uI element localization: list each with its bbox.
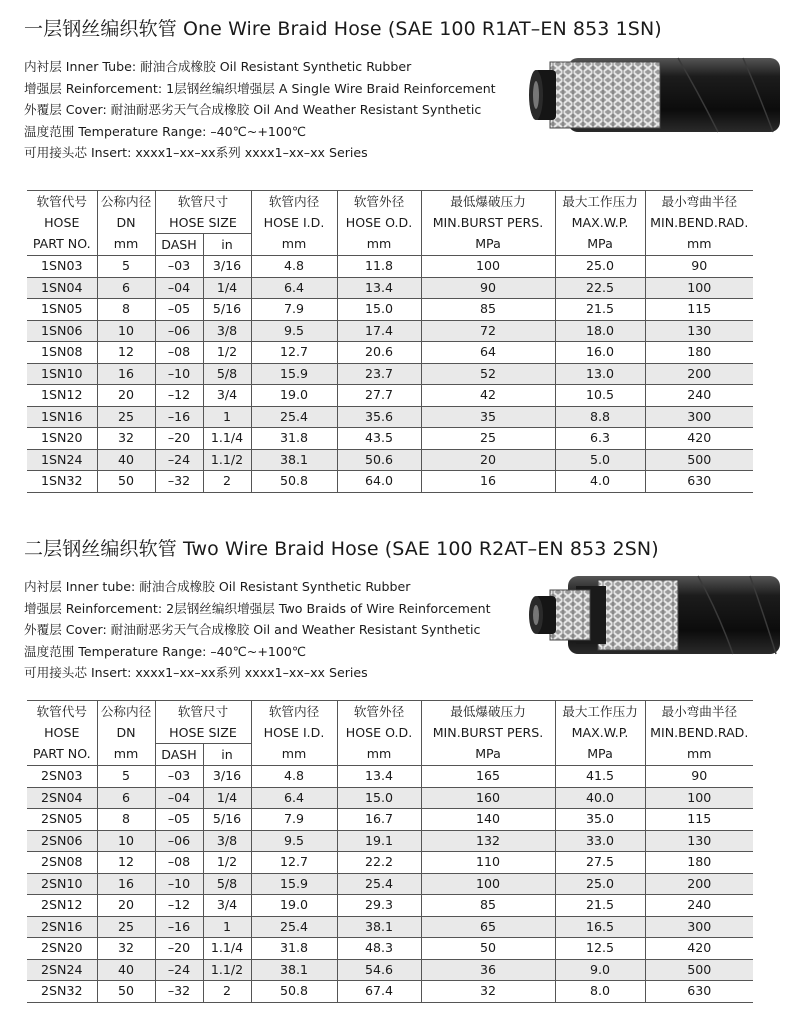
spec-list [24, 56, 496, 164]
table-cell: 240 [645, 385, 753, 407]
table-cell: 2 [203, 471, 251, 493]
spec-inner-tube: 内衬层 Inner tube: 耐油合成橡胶 Oil Resistant Synthetic Rubber [24, 579, 411, 594]
table-cell: 6.3 [555, 428, 645, 450]
table-cell: 2SN10 [27, 873, 97, 895]
header-cell: MIN.BEND.RAD. [645, 722, 753, 744]
table-cell: 420 [645, 938, 753, 960]
table-cell: 1.1/2 [203, 449, 251, 471]
table-cell: 130 [645, 830, 753, 852]
table-cell: 300 [645, 916, 753, 938]
table-cell: 2 [203, 981, 251, 1003]
header-cell: mm [337, 234, 421, 256]
table-cell: 420 [645, 428, 753, 450]
table-row [27, 809, 753, 831]
header-cell: MIN.BEND.RAD. [645, 212, 753, 234]
table-row [27, 981, 753, 1003]
table-cell: 1SN08 [27, 342, 97, 364]
table-cell: 8 [97, 299, 155, 321]
table-cell: 4.8 [251, 766, 337, 788]
table-cell: 41.5 [555, 766, 645, 788]
table-cell: 16 [97, 873, 155, 895]
table-row [27, 256, 753, 278]
header-cell: 最小弯曲半径 [645, 191, 753, 213]
table-cell: 1.1/4 [203, 428, 251, 450]
table-cell: 33.0 [555, 830, 645, 852]
spec-temperature: 温度范围 Temperature Range: –40℃~+100℃ [24, 123, 307, 139]
table-cell: –24 [155, 959, 203, 981]
table-cell: 50 [97, 471, 155, 493]
header-cell: HOSE O.D. [337, 212, 421, 234]
table-cell: 32 [97, 938, 155, 960]
header-cell: 软管尺寸 [155, 701, 251, 723]
header-cell: MAX.W.P. [555, 722, 645, 744]
table-cell: 50.8 [251, 981, 337, 1003]
table-cell: 10 [97, 320, 155, 342]
table-cell: 21.5 [555, 895, 645, 917]
table-cell: 50.6 [337, 449, 421, 471]
table-cell: 1.1/2 [203, 959, 251, 981]
table-cell: 25.4 [337, 873, 421, 895]
table-cell: –20 [155, 428, 203, 450]
table-cell: 32 [97, 428, 155, 450]
table-cell: 2SN05 [27, 809, 97, 831]
table-cell: 13.4 [337, 766, 421, 788]
table-cell: 6.4 [251, 787, 337, 809]
spec-temperature: 温度范围 Temperature Range: –40℃~+100℃ [24, 643, 307, 659]
table-cell: 115 [645, 809, 753, 831]
table-cell: 5/16 [203, 299, 251, 321]
table-header [27, 701, 753, 766]
table-cell: –12 [155, 895, 203, 917]
header-cell: DN [97, 722, 155, 744]
table-cell: 64 [421, 342, 555, 364]
table-cell: 2SN06 [27, 830, 97, 852]
hose-one-wire-image [528, 52, 780, 138]
table-cell: –03 [155, 256, 203, 278]
table-cell: 115 [645, 299, 753, 321]
table-cell: 3/8 [203, 320, 251, 342]
hose-two-wire-image [528, 572, 780, 658]
table-cell: –10 [155, 873, 203, 895]
table-cell: –12 [155, 385, 203, 407]
header-cell: MPa [555, 744, 645, 766]
table-row [27, 320, 753, 342]
table-cell: 12.7 [251, 852, 337, 874]
table-cell: 85 [421, 299, 555, 321]
table-cell: 132 [421, 830, 555, 852]
section-title: 一层钢丝编织软管 One Wire Braid Hose (SAE 100 R1AT–EN 853 1SN) [24, 18, 662, 40]
table-cell: 2SN20 [27, 938, 97, 960]
table-cell: 5.0 [555, 449, 645, 471]
header-cell: 软管尺寸 [155, 191, 251, 213]
table-cell: 25.4 [251, 406, 337, 428]
table-cell: 1SN16 [27, 406, 97, 428]
table-cell: 8.8 [555, 406, 645, 428]
table-cell: 630 [645, 471, 753, 493]
header-cell: mm [645, 234, 753, 256]
spec-reinforcement: 增强层 Reinforcement: 1层钢丝编织增强层 A Single Wire Braid Reinforcement [24, 80, 496, 96]
table-cell: 6.4 [251, 277, 337, 299]
table-cell: 48.3 [337, 938, 421, 960]
header-cell: in [203, 234, 251, 256]
table-cell: 13.0 [555, 363, 645, 385]
table-cell: –10 [155, 363, 203, 385]
table-cell: 38.1 [251, 959, 337, 981]
table-cell: 27.7 [337, 385, 421, 407]
header-cell: PART NO. [27, 234, 97, 256]
spec-list [24, 576, 491, 684]
table-cell: 1SN12 [27, 385, 97, 407]
table-row [27, 787, 753, 809]
table-cell: 2SN32 [27, 981, 97, 1003]
spec-reinforcement: 增强层 Reinforcement: 2层钢丝编织增强层 Two Braids of Wire Reinforcement [24, 600, 491, 616]
table-cell: 40 [97, 449, 155, 471]
table-row [27, 363, 753, 385]
table-cell: 19.0 [251, 895, 337, 917]
header-cell: DN [97, 212, 155, 234]
table-cell: 240 [645, 895, 753, 917]
table-cell: 3/16 [203, 766, 251, 788]
table-row [27, 342, 753, 364]
table-cell: 8 [97, 809, 155, 831]
table-cell: 500 [645, 959, 753, 981]
table-row [27, 428, 753, 450]
table-cell: 40.0 [555, 787, 645, 809]
table-cell: 2SN24 [27, 959, 97, 981]
table-cell: 11.8 [337, 256, 421, 278]
header-cell: 最大工作压力 [555, 701, 645, 723]
table-cell: 9.5 [251, 320, 337, 342]
table-cell: –16 [155, 916, 203, 938]
table-cell: 16 [421, 471, 555, 493]
spec-insert: 可用接头芯 Insert: xxxx1–xx–xx系列 xxxx1–xx–xx Series [24, 665, 368, 680]
table-row [27, 449, 753, 471]
table-cell: 35.6 [337, 406, 421, 428]
table-cell: 22.5 [555, 277, 645, 299]
table-cell: 20 [97, 895, 155, 917]
header-cell: HOSE SIZE [155, 212, 251, 234]
header-cell: HOSE I.D. [251, 722, 337, 744]
table-cell: 1/4 [203, 277, 251, 299]
header-cell: mm [97, 744, 155, 766]
table-cell: 2SN16 [27, 916, 97, 938]
table-cell: 31.8 [251, 428, 337, 450]
header-cell: MAX.W.P. [555, 212, 645, 234]
table-cell: 16.7 [337, 809, 421, 831]
table-cell: 13.4 [337, 277, 421, 299]
table-cell: 1SN06 [27, 320, 97, 342]
table-cell: 16 [97, 363, 155, 385]
table-cell: 5 [97, 256, 155, 278]
table-cell: –08 [155, 852, 203, 874]
header-cell: PART NO. [27, 744, 97, 766]
header-cell: DASH [155, 234, 203, 256]
table-cell: 5 [97, 766, 155, 788]
table-cell: 35.0 [555, 809, 645, 831]
table-cell: 1SN10 [27, 363, 97, 385]
spec-insert: 可用接头芯 Insert: xxxx1–xx–xx系列 xxxx1–xx–xx Series [24, 145, 368, 160]
table-cell: –04 [155, 787, 203, 809]
table-cell: 19.0 [251, 385, 337, 407]
table-cell: 180 [645, 342, 753, 364]
table-row [27, 385, 753, 407]
table-cell: –32 [155, 471, 203, 493]
header-cell: 公称内径 [97, 191, 155, 213]
table-cell: –32 [155, 981, 203, 1003]
table-cell: 65 [421, 916, 555, 938]
table-cell: 6 [97, 277, 155, 299]
table-cell: 500 [645, 449, 753, 471]
table-cell: 180 [645, 852, 753, 874]
table-cell: 5/8 [203, 363, 251, 385]
header-cell: MPa [421, 744, 555, 766]
header-cell: mm [337, 744, 421, 766]
table-cell: 165 [421, 766, 555, 788]
table-cell: 1SN32 [27, 471, 97, 493]
table-cell: 100 [645, 787, 753, 809]
header-cell: MPa [421, 234, 555, 256]
table-cell: 1 [203, 406, 251, 428]
table-cell: 64.0 [337, 471, 421, 493]
table-cell: –06 [155, 830, 203, 852]
table-cell: 1/2 [203, 342, 251, 364]
table-cell: 4.0 [555, 471, 645, 493]
table-cell: 20.6 [337, 342, 421, 364]
header-cell: DASH [155, 744, 203, 766]
table-cell: 29.3 [337, 895, 421, 917]
table-cell: 90 [645, 256, 753, 278]
table-cell: 31.8 [251, 938, 337, 960]
table-cell: 16.0 [555, 342, 645, 364]
header-cell: 软管内径 [251, 701, 337, 723]
table-cell: 3/8 [203, 830, 251, 852]
table-cell: 7.9 [251, 299, 337, 321]
table-cell: 25 [97, 916, 155, 938]
table-cell: 100 [645, 277, 753, 299]
table-cell: 140 [421, 809, 555, 831]
header-cell: 软管外径 [337, 191, 421, 213]
table-cell: 1SN24 [27, 449, 97, 471]
table-row [27, 873, 753, 895]
table-row [27, 916, 753, 938]
table-cell: 25 [421, 428, 555, 450]
header-cell: HOSE [27, 212, 97, 234]
table-cell: 23.7 [337, 363, 421, 385]
spec-table-one-wire [27, 190, 753, 493]
table-cell: 90 [421, 277, 555, 299]
table-cell: 32 [421, 981, 555, 1003]
table-cell: 3/4 [203, 385, 251, 407]
table-cell: 1.1/4 [203, 938, 251, 960]
table-cell: 15.0 [337, 787, 421, 809]
header-cell: 最低爆破压力 [421, 701, 555, 723]
table-cell: 15.9 [251, 363, 337, 385]
table-cell: 110 [421, 852, 555, 874]
table-cell: 15.0 [337, 299, 421, 321]
header-cell: mm [645, 744, 753, 766]
table-cell: 200 [645, 363, 753, 385]
header-cell: 软管外径 [337, 701, 421, 723]
table-cell: 27.5 [555, 852, 645, 874]
spec-cover: 外覆层 Cover: 耐油耐恶劣天气合成橡胶 Oil and Weather Resistant Synthetic [24, 622, 481, 637]
table-cell: 1/4 [203, 787, 251, 809]
table-cell: 43.5 [337, 428, 421, 450]
table-cell: 130 [645, 320, 753, 342]
table-cell: 25 [97, 406, 155, 428]
table-cell: 200 [645, 873, 753, 895]
table-cell: –08 [155, 342, 203, 364]
table-row [27, 938, 753, 960]
header-cell: 软管代号 [27, 191, 97, 213]
table-cell: 100 [421, 256, 555, 278]
table-body [27, 256, 753, 493]
table-cell: –05 [155, 809, 203, 831]
header-cell: MPa [555, 234, 645, 256]
table-cell: 1SN04 [27, 277, 97, 299]
table-header [27, 191, 753, 256]
table-cell: –06 [155, 320, 203, 342]
table-row [27, 471, 753, 493]
table-row [27, 852, 753, 874]
header-cell: HOSE O.D. [337, 722, 421, 744]
header-cell: 最小弯曲半径 [645, 701, 753, 723]
table-cell: 300 [645, 406, 753, 428]
table-row [27, 959, 753, 981]
table-cell: 54.6 [337, 959, 421, 981]
table-cell: 52 [421, 363, 555, 385]
table-cell: 2SN04 [27, 787, 97, 809]
table-cell: 25.0 [555, 256, 645, 278]
table-cell: 90 [645, 766, 753, 788]
table-cell: 50 [421, 938, 555, 960]
table-cell: 25.0 [555, 873, 645, 895]
header-cell: 最低爆破压力 [421, 191, 555, 213]
header-cell: 最大工作压力 [555, 191, 645, 213]
header-cell: mm [251, 744, 337, 766]
table-cell: 12 [97, 342, 155, 364]
header-cell: 软管内径 [251, 191, 337, 213]
table-cell: 160 [421, 787, 555, 809]
table-cell: 6 [97, 787, 155, 809]
table-cell: 8.0 [555, 981, 645, 1003]
table-cell: 17.4 [337, 320, 421, 342]
header-cell: 公称内径 [97, 701, 155, 723]
table-cell: 50 [97, 981, 155, 1003]
header-cell: HOSE SIZE [155, 722, 251, 744]
table-cell: 42 [421, 385, 555, 407]
table-cell: 12.5 [555, 938, 645, 960]
table-cell: 1SN20 [27, 428, 97, 450]
header-cell: in [203, 744, 251, 766]
spec-cover: 外覆层 Cover: 耐油耐恶劣天气合成橡胶 Oil And Weather Resistant Synthetic [24, 102, 482, 117]
table-cell: 630 [645, 981, 753, 1003]
table-cell: 3/4 [203, 895, 251, 917]
table-cell: 100 [421, 873, 555, 895]
table-cell: 12 [97, 852, 155, 874]
table-cell: 18.0 [555, 320, 645, 342]
table-cell: 85 [421, 895, 555, 917]
table-cell: 38.1 [337, 916, 421, 938]
table-cell: 9.0 [555, 959, 645, 981]
table-cell: –03 [155, 766, 203, 788]
table-cell: 20 [421, 449, 555, 471]
header-cell: MIN.BURST PERS. [421, 722, 555, 744]
table-row [27, 830, 753, 852]
header-cell: MIN.BURST PERS. [421, 212, 555, 234]
table-cell: 12.7 [251, 342, 337, 364]
table-cell: 19.1 [337, 830, 421, 852]
header-cell: HOSE [27, 722, 97, 744]
table-cell: 5/16 [203, 809, 251, 831]
table-cell: 9.5 [251, 830, 337, 852]
table-cell: 1SN05 [27, 299, 97, 321]
table-cell: –16 [155, 406, 203, 428]
table-cell: 7.9 [251, 809, 337, 831]
section-title: 二层钢丝编织软管 Two Wire Braid Hose (SAE 100 R2AT–EN 853 2SN) [24, 538, 659, 560]
table-cell: 4.8 [251, 256, 337, 278]
spec-inner-tube: 内衬层 Inner Tube: 耐油合成橡胶 Oil Resistant Synthetic Rubber [24, 59, 412, 74]
table-cell: 20 [97, 385, 155, 407]
header-cell: mm [251, 234, 337, 256]
table-cell: 5/8 [203, 873, 251, 895]
table-cell: 1SN03 [27, 256, 97, 278]
table-cell: 16.5 [555, 916, 645, 938]
table-cell: 22.2 [337, 852, 421, 874]
table-cell: 1/2 [203, 852, 251, 874]
table-cell: 10.5 [555, 385, 645, 407]
table-cell: 10 [97, 830, 155, 852]
table-cell: 1 [203, 916, 251, 938]
table-cell: 21.5 [555, 299, 645, 321]
table-cell: 36 [421, 959, 555, 981]
table-row [27, 895, 753, 917]
header-cell: mm [97, 234, 155, 256]
table-cell: 50.8 [251, 471, 337, 493]
table-cell: –05 [155, 299, 203, 321]
table-cell: 3/16 [203, 256, 251, 278]
table-cell: 2SN03 [27, 766, 97, 788]
table-cell: 67.4 [337, 981, 421, 1003]
spec-table-two-wire [27, 700, 753, 1003]
table-row [27, 299, 753, 321]
table-body [27, 766, 753, 1003]
table-cell: 38.1 [251, 449, 337, 471]
table-cell: 40 [97, 959, 155, 981]
table-cell: 2SN12 [27, 895, 97, 917]
table-row [27, 406, 753, 428]
table-row [27, 277, 753, 299]
table-cell: 15.9 [251, 873, 337, 895]
table-cell: 35 [421, 406, 555, 428]
table-cell: 2SN08 [27, 852, 97, 874]
table-cell: 72 [421, 320, 555, 342]
table-cell: –24 [155, 449, 203, 471]
header-cell: 软管代号 [27, 701, 97, 723]
table-cell: –20 [155, 938, 203, 960]
header-cell: HOSE I.D. [251, 212, 337, 234]
table-cell: 25.4 [251, 916, 337, 938]
table-cell: –04 [155, 277, 203, 299]
table-row [27, 766, 753, 788]
